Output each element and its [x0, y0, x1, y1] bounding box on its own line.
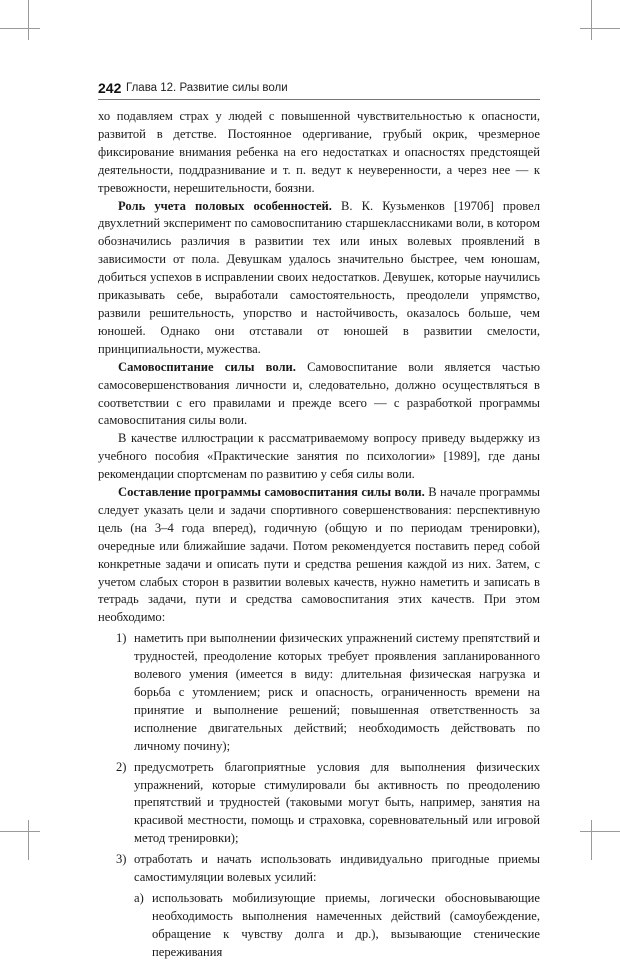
crop-mark: [28, 820, 29, 860]
paragraph: хо подавляем страх у людей с повышенной чувствительностью к опасности, развитой в детстве. Постоянное одергивание, грубый окрик, чрезмерное фиксирование внимания ребенка на его недостатках и опасностях предстоящей деятельности, поддразнивание и т. п. ведут к неуверенности, а через нее — к тревожности, нерешительности, боязни.: [98, 109, 540, 195]
paragraph: В качестве иллюстрации к рассматриваемому вопросу приведу выдержку из учебного пособия «Практические занятия по психологии» [1989], где даны рекомендации спортсменам по развитию у себя силы воли.: [98, 431, 540, 482]
paragraph-heading: Самовоспитание силы воли.: [118, 359, 296, 374]
list-item-text: наметить при выполнении физических упражнений систему препятствий и трудностей, преодоление которых требует проявления запланированного волевого умения (имеется в виду: длительная физическая нагрузка и борьба с утомлением; риск и опасность, ограниченность времени на принятие и выполнение решений; повышенная ответственность за исполнение двигательных действий; необходимость действовать по личному почину);: [134, 631, 540, 753]
list-marker: 3): [116, 852, 127, 867]
chapter-title: Глава 12. Развитие силы воли: [126, 82, 288, 94]
paragraph: [98, 484, 540, 627]
list-marker: 2): [116, 759, 127, 774]
crop-mark: [0, 831, 40, 832]
list-item-text: предусмотреть благоприятные условия для выполнения физических упражнений, которые стимулировали бы активность по преодолению препятствий и трудностей (таковыми могут быть, например, занятия на красивой местности, помощь и страховка, соревновательный или игровой метод тренировки);: [134, 759, 540, 846]
list-item-text: отработать и начать использовать индивидуально пригодные приемы самостимуляции волевых усилий:: [134, 852, 540, 885]
paragraph-text: В начале программы следует указать цели и задачи спортивного совершенствования: перспективную цель (на 3–4 года вперед), годичную (общую и по периодам тренировки), очередные или ближайшие задачи. Потом рекомендуется поставить перед собой конкретные задачи и описать пути и средства решения каждой из них. Затем, с учетом слабых сторон в развитии волевых качеств, нужно наметить и записать в тетрадь задачи, пути и средства самовоспитания этих качеств. При этом необходимо:: [98, 485, 540, 625]
list-item: [98, 759, 540, 849]
paragraph-heading: Роль учета половых особенностей.: [118, 198, 332, 213]
page-body: [98, 108, 540, 962]
crop-mark: [591, 0, 592, 40]
list-item: [98, 851, 540, 887]
crop-mark: [28, 0, 29, 40]
paragraph: [98, 198, 540, 359]
sublist-item: [98, 890, 540, 962]
running-header: [98, 78, 540, 98]
crop-mark: [0, 28, 40, 29]
list-marker: а): [134, 890, 144, 905]
paragraph-text: Самовоспитание воли является частью самосовершенствования личности и, следовательно, должно осуществляться в соответствии с его правилами и прежде всего — с разработкой программы самовоспитания силы воли.: [98, 359, 541, 428]
header-divider: [98, 99, 540, 100]
paragraph-text: В. К. Кузьменков [1970б] провел двухлетний эксперимент по самовоспитанию старшеклассниками воли, в котором обозначились различия в развитии тех или иных волевых проявлений в зависимости от пола. Девушкам удалось значительно быстрее, чем юношам, добиться успехов в исправлении своих недостатков. Девушек, которые научились приказывать себе, выработали самостоятельность, преодолели упрямство, развили решительность, упорство и настойчивость, оказалось больше, чем юношей. Однако они отставали от юношей в развитии смелости, принципиальности, мужества.: [98, 198, 541, 356]
page-number: 242: [98, 80, 122, 96]
crop-mark: [591, 820, 592, 860]
list-marker: 1): [116, 631, 127, 646]
paragraph: [98, 359, 540, 431]
paragraph-heading: Составление программы самовоспитания силы воли.: [118, 485, 425, 500]
crop-mark: [580, 831, 620, 832]
list-item-text: использовать мобилизующие приемы, логически обосновывающие необходимость выполнения намеченных действий (самоубеждение, обращение к чувству долга и др.), вызывающие стенические переживания: [152, 890, 540, 959]
crop-mark: [580, 28, 620, 29]
list-item: [98, 630, 540, 755]
